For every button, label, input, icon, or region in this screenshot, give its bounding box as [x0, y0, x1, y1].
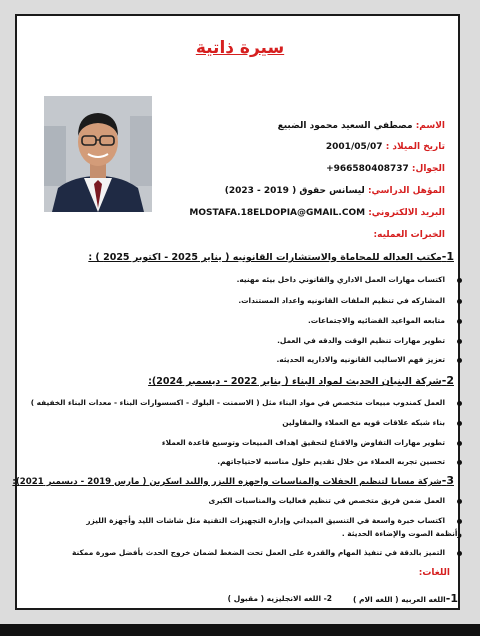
- bullet-icon: [457, 421, 462, 426]
- job-title: [12, 474, 454, 487]
- list-item-text: بناء شبكه علاقات قويه مع العملاء والمقاولين: [282, 418, 445, 427]
- language-number: 1-: [445, 592, 458, 605]
- language-first-text: اللغه العربيه ( اللغه الام ): [353, 595, 446, 604]
- bullet-icon: [457, 551, 462, 556]
- list-item: [308, 316, 462, 325]
- list-item-text: متابعه المواعيد القضائيه والاجتماعات.: [307, 316, 445, 325]
- job-title-text: شركة مسايا لتنظيم الحفلات والمناسبات واجهزه الليزر والليد اسكرين ( مارس 2019 - ديسمبر 2021):: [12, 477, 442, 487]
- mobile-value: +966580408737: [326, 164, 409, 174]
- list-item-text: تعزيز فهم الاساليب القانونيه والاداريه الحديثه.: [276, 355, 445, 364]
- email-value: MOSTAFA.18ELDOPIA@GMAIL.COM: [189, 208, 366, 218]
- list-item: [282, 418, 462, 427]
- languages-heading-text: اللغات:: [418, 568, 450, 578]
- job-title: [88, 250, 454, 263]
- job-number: 3-: [441, 474, 454, 487]
- mobile-row: [326, 164, 445, 174]
- list-item-text: تحسين تجربه العملاء من خلال تقديم حلول مناسبه لاحتياجاتهم.: [217, 457, 445, 466]
- bullet-icon: [457, 278, 462, 283]
- job-title-text: شركة البنيان الحديث لمواد البناء ( يناير 2022 - ديسمبر 2024):: [148, 376, 442, 387]
- list-item: [62, 514, 462, 540]
- list-item-text: التميز بالدقة في تنفيذ المهام والقدرة على العمل تحت الضغط لضمان خروج الحدث بأفضل صورة ممكنة: [72, 548, 445, 557]
- bullet-icon: [457, 319, 462, 324]
- list-item-text: اكتساب خبرة واسعة في التنسيق الميداني وإدارة التجهيزات التقنية مثل شاشات الليد وأجهزة الليزر وأنظمة الصوت والإضاءة الحديثة .: [86, 516, 462, 538]
- profile-photo: [44, 96, 152, 212]
- bullet-icon: [457, 441, 462, 446]
- job-number: 1-: [441, 250, 454, 263]
- name-value: مصطفي السعيد محمود الضبيع: [277, 121, 413, 131]
- dob-value: 2001/05/07: [325, 142, 383, 152]
- language-second-text: 2- اللغه الانجليزيه ( مقبول ): [227, 594, 332, 603]
- experience-heading-text: الخبرات العمليه:: [373, 230, 445, 240]
- bullet-icon: [457, 460, 462, 465]
- experience-heading: [374, 230, 445, 240]
- dob-row: [326, 142, 445, 152]
- degree-label: المؤهل الدراسي:: [367, 186, 445, 196]
- bullet-icon: [457, 358, 462, 363]
- list-item: [208, 496, 462, 505]
- list-item: [217, 457, 462, 466]
- language-first: [353, 592, 458, 605]
- list-item: [238, 296, 462, 305]
- list-item: [72, 548, 462, 557]
- list-item-text: اكتساب مهارات العمل الاداري والقانوني داخل بيئه مهنيه.: [236, 275, 445, 284]
- email-row: [189, 208, 445, 218]
- list-item-text: تطوير مهارات التفاوض والاقناع لتحقيق اهداف المبيعات وتوسيع قاعدة العملاء: [161, 438, 445, 447]
- bullet-icon: [457, 519, 462, 524]
- degree-row: [225, 186, 445, 196]
- list-item-text: العمل ضمن فريق متخصص في تنظيم فعاليات والمناسبات الكبرى: [208, 496, 445, 505]
- degree-value: ليسانس حقوق ( 2019 - 2023): [224, 186, 365, 196]
- languages-heading: [419, 568, 450, 578]
- bottom-bar: [0, 624, 480, 636]
- language-second: [228, 594, 332, 603]
- list-item-text: المشاركه في تنظيم الملفات القانونيه واعداد المستندات.: [238, 296, 445, 305]
- name-label: الاسم:: [415, 121, 445, 131]
- page-title: سيرة ذاتية: [195, 38, 285, 58]
- bullet-icon: [457, 499, 462, 504]
- bullet-icon: [457, 339, 462, 344]
- list-item: [31, 398, 462, 407]
- list-item: [237, 275, 462, 284]
- list-item: [162, 438, 462, 447]
- email-label: البريد الالكتروني:: [368, 208, 445, 218]
- dob-label: تاريخ الميلاد :: [385, 142, 445, 152]
- job-number: 2-: [441, 374, 454, 387]
- list-item: [276, 355, 462, 364]
- bullet-icon: [457, 401, 462, 406]
- job-title-text: مكتب العداله للمحاماة والاستشارات القانونيه ( يناير 2025 - اكتوبر 2025 ) :: [88, 252, 442, 263]
- job-title: [148, 374, 454, 387]
- mobile-label: الجوال:: [411, 164, 445, 174]
- list-item-text: تطوير مهارات تنظيم الوقت والدقه في العمل.: [277, 336, 445, 345]
- list-item-text: العمل كمندوب مبيعات متخصص في مواد البناء مثل ( الاسمنت - البلوك - اكسسوارات البناء - معدات البناء الخفيفه ): [30, 398, 445, 407]
- bullet-icon: [457, 299, 462, 304]
- list-item: [277, 336, 462, 345]
- name-row: [278, 121, 445, 131]
